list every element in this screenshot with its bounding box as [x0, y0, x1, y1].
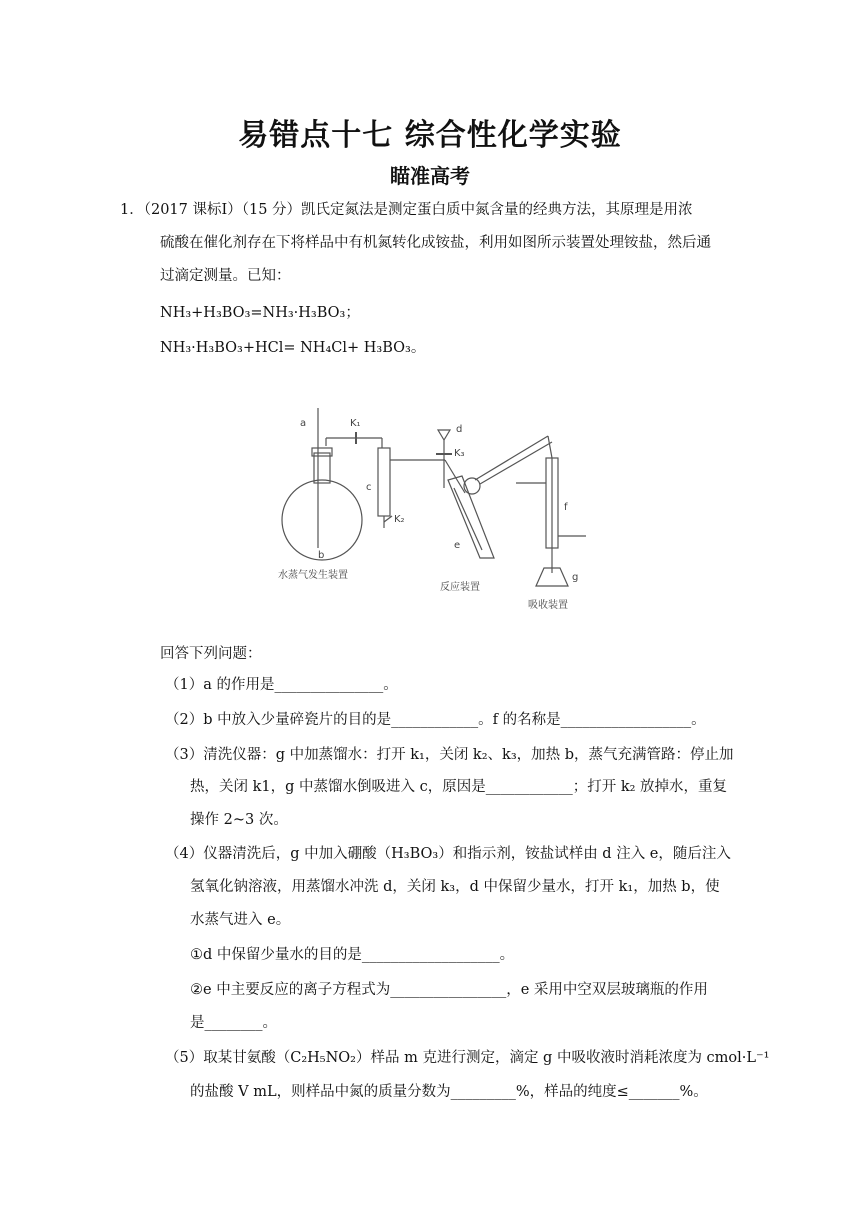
svg-text:b: b — [318, 550, 325, 561]
svg-text:g: g — [572, 572, 579, 583]
equation-line: NH₃+H₃BO₃=NH₃·H₃BO₃； — [160, 305, 360, 321]
question-part: （1）a 的作用是_______________。 — [165, 677, 398, 693]
question-part: （3）清洗仪器：g 中加蒸馏水：打开 k₁，关闭 k₂、k₃，加热 b，蒸气充满管路：停止加 — [165, 747, 734, 763]
question-part: ①d 中保留少量水的目的是___________________。 — [190, 947, 515, 963]
svg-text:e: e — [454, 540, 461, 551]
apparatus-figure — [270, 398, 610, 618]
svg-text:反应装置: 反应装置 — [440, 582, 480, 593]
question-part: 氢氧化钠溶液，用蒸馏水冲洗 d，关闭 k₃，d 中保留少量水，打开 k₁，加热 b，使 — [190, 879, 720, 895]
question-part: 的盐酸 V mL，则样品中氮的质量分数为_________%，样品的纯度≤_______%。 — [190, 1084, 708, 1100]
page-title: 易错点十七 综合性化学实验 — [238, 118, 622, 153]
question-line: 1．（2017 课标Ⅰ）（15 分）凯氏定氮法是测定蛋白质中氮含量的经典方法，其原理是用浓 — [120, 202, 693, 218]
svg-text:f: f — [564, 502, 568, 513]
question-part: ②e 中主要反应的离子方程式为________________，e 采用中空双层玻璃瓶的作用 — [190, 982, 708, 998]
svg-text:a: a — [300, 418, 307, 429]
section-subtitle: 瞄准高考 — [390, 164, 470, 188]
answer-intro: 回答下列问题： — [160, 646, 262, 662]
question-part: 水蒸气进入 e。 — [190, 912, 291, 928]
question-line: 硫酸在催化剂存在下将样品中有机氮转化成铵盐，利用如图所示装置处理铵盐，然后通 — [160, 235, 711, 251]
question-line: 过滴定测量。已知： — [160, 268, 291, 284]
svg-text:K₂: K₂ — [394, 514, 405, 525]
svg-text:K₃: K₃ — [454, 448, 465, 459]
question-part: （2）b 中放入少量碎瓷片的目的是____________。f 的名称是__________________。 — [165, 712, 706, 728]
question-part: （5）取某甘氨酸（C₂H₅NO₂）样品 m 克进行测定，滴定 g 中吸收液时消耗浓度为 cmol·L⁻¹ — [165, 1050, 770, 1066]
question-part: （4）仪器清洗后，g 中加入硼酸（H₃BO₃）和指示剂，铵盐试样由 d 注入 e，随后注入 — [165, 846, 731, 862]
svg-text:d: d — [456, 424, 463, 435]
equation-line: NH₃·H₃BO₃+HCl= NH₄Cl+ H₃BO₃。 — [160, 340, 426, 356]
svg-text:吸收装置: 吸收装置 — [528, 600, 568, 611]
question-part: 是________。 — [190, 1015, 277, 1031]
svg-text:水蒸气发生装置: 水蒸气发生装置 — [278, 570, 348, 581]
question-part: 操作 2~3 次。 — [190, 812, 288, 828]
svg-text:c: c — [366, 482, 372, 493]
question-part: 热，关闭 k1，g 中蒸馏水倒吸进入 c，原因是____________；打开 k₂ 放掉水，重复 — [190, 779, 728, 795]
svg-text:K₁: K₁ — [350, 418, 361, 429]
